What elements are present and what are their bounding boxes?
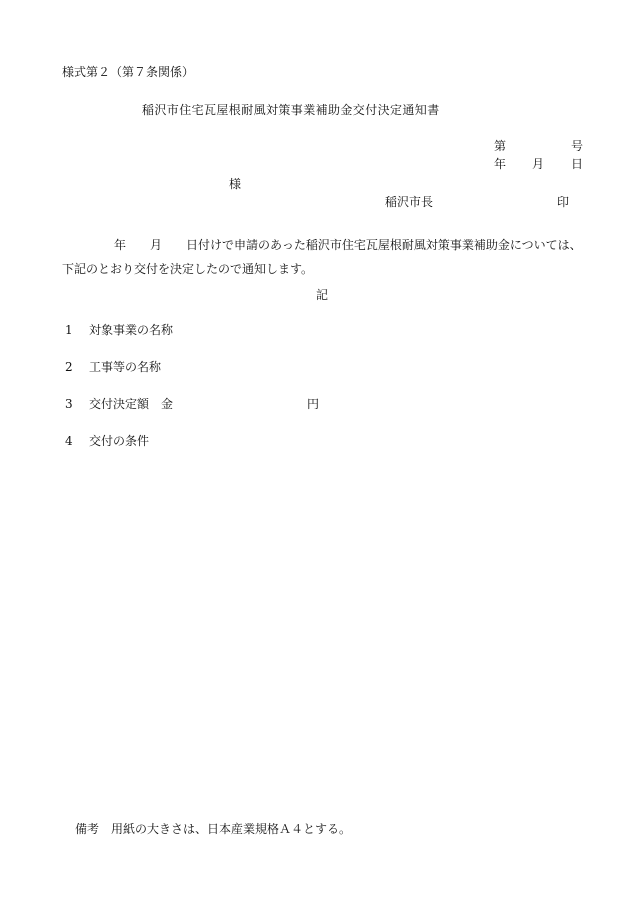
item-number: 4 <box>65 434 73 448</box>
item-label: 工事等の名称 <box>89 360 162 374</box>
document-number-suffix: 号 <box>571 139 584 153</box>
remarks-label: 備考 <box>75 822 100 836</box>
issuer-name: 稲沢市長 <box>385 195 434 209</box>
item-grant-amount <box>65 398 173 410</box>
notification-body <box>62 233 584 281</box>
item-label: 交付の条件 <box>89 434 150 448</box>
item-target-project-name <box>65 324 173 336</box>
recipient-honorific: 様 <box>229 177 242 191</box>
document-number-prefix: 第 <box>494 139 507 153</box>
issue-date-day: 日 <box>571 157 584 171</box>
issuer-seal: 印 <box>557 195 570 209</box>
ki-heading: 記 <box>316 288 329 302</box>
body-month: 月 <box>150 238 163 252</box>
body-text: 日付けで申請のあった稲沢市住宅瓦屋根耐風対策事業補助金については、下記のとおり交付を決定したので通知します。 <box>62 238 582 276</box>
document-title: 稲沢市住宅瓦屋根耐風対策事業補助金交付決定通知書 <box>142 103 440 117</box>
form-number-label: 様式第２（第７条関係） <box>62 65 195 79</box>
body-year: 年 <box>114 238 127 252</box>
item-number: 3 <box>65 397 73 411</box>
remarks-text: 用紙の大きさは、日本産業規格Ａ４とする。 <box>111 822 352 836</box>
item-number: 2 <box>65 360 73 374</box>
issue-date-year: 年 <box>494 157 507 171</box>
item-grant-conditions <box>65 435 149 447</box>
item-construction-name <box>65 361 161 373</box>
amount-unit: 円 <box>307 397 320 411</box>
remarks-note <box>75 823 351 835</box>
issue-date-month: 月 <box>532 157 545 171</box>
item-number: 1 <box>65 323 73 337</box>
item-label: 対象事業の名称 <box>89 323 174 337</box>
item-label: 交付決定額 金 <box>89 397 174 411</box>
